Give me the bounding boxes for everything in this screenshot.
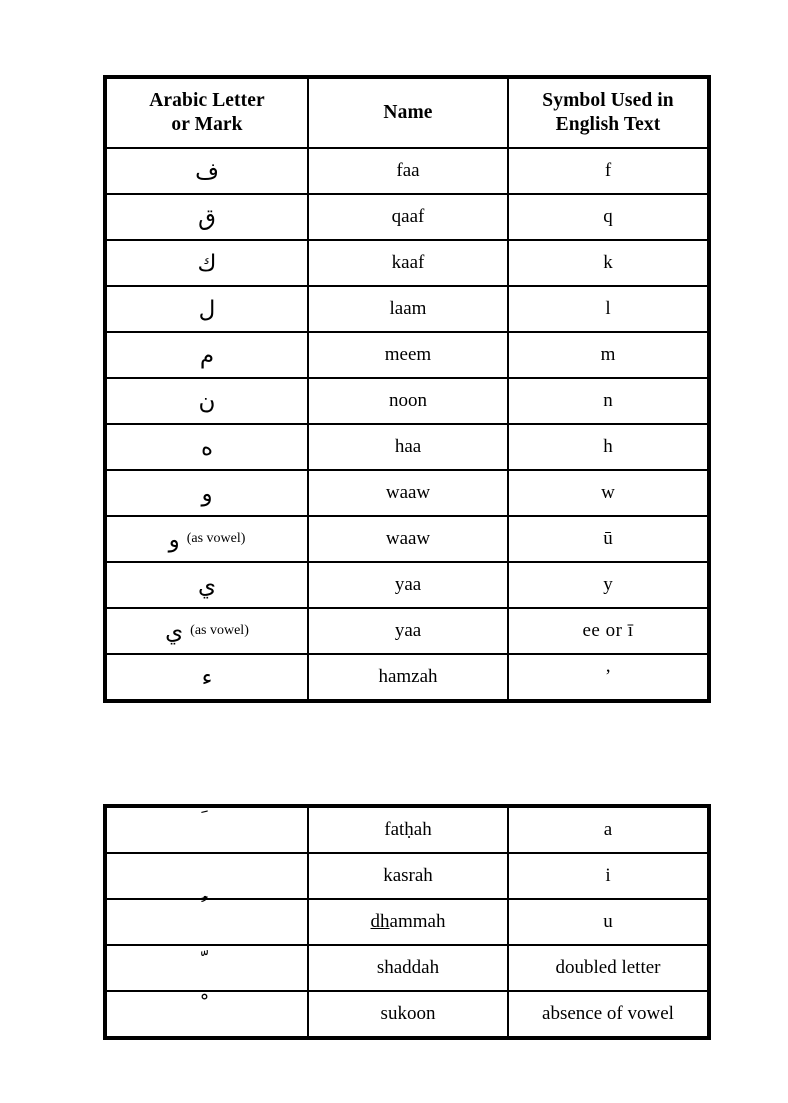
header-line-1: Arabic Letter <box>149 90 265 112</box>
table-row <box>106 194 708 240</box>
arabic-diacritic-glyph <box>99 898 299 920</box>
cell-arabic-mark <box>106 853 308 899</box>
arabic-diacritic-glyph <box>99 996 299 1018</box>
cell-name: kasrah <box>308 853 508 899</box>
cell-name: meem <box>308 332 508 378</box>
cell-name: noon <box>308 378 508 424</box>
cell-english-symbol: h <box>508 424 708 470</box>
cell-english-symbol: n <box>508 378 708 424</box>
arabic-glyph: ل <box>198 296 216 323</box>
arabic-diacritic-glyph <box>99 809 299 831</box>
cell-english-symbol: ’ <box>508 654 708 700</box>
arabic-glyph: ف <box>195 158 219 185</box>
cell-english-symbol: u <box>508 899 708 945</box>
cell-arabic-letter <box>106 240 308 286</box>
arabic-marks-table <box>105 806 709 1038</box>
cell-arabic-letter <box>106 470 308 516</box>
header-line-2: or Mark <box>171 114 243 135</box>
name-underlined-part: dh <box>370 911 390 932</box>
arabic-marks-body <box>106 807 708 1037</box>
cell-name: haa <box>308 424 508 470</box>
table-row <box>106 378 708 424</box>
cell-arabic-mark <box>106 991 308 1037</box>
name-rest-part: ammah <box>389 911 446 932</box>
cell-arabic-mark <box>106 807 308 853</box>
cell-english-symbol: a <box>508 807 708 853</box>
cell-name: sukoon <box>308 991 508 1037</box>
cell-name: qaaf <box>308 194 508 240</box>
table-row <box>106 424 708 470</box>
table-row <box>106 562 708 608</box>
table-row <box>106 654 708 700</box>
cell-english-symbol: w <box>508 470 708 516</box>
arabic-glyph-note: (as vowel) <box>186 531 246 546</box>
cell-arabic-letter <box>106 424 308 470</box>
arabic-glyph: ك <box>197 250 217 277</box>
cell-arabic-mark <box>106 899 308 945</box>
arabic-glyph: ي <box>165 618 184 645</box>
cell-english-symbol: y <box>508 562 708 608</box>
arabic-glyph: ه <box>200 434 214 461</box>
cell-name: shaddah <box>308 945 508 991</box>
table-row <box>106 240 708 286</box>
header-line-1: Symbol Used in <box>542 90 674 112</box>
cell-english-symbol: i <box>508 853 708 899</box>
cell-arabic-letter <box>106 562 308 608</box>
arabic-letters-body <box>106 148 708 700</box>
table-row <box>106 945 708 991</box>
table-row <box>106 332 708 378</box>
arabic-letters-table <box>105 77 709 701</box>
cell-arabic-letter <box>106 516 308 562</box>
arabic-glyph: ن <box>198 388 216 415</box>
cell-arabic-letter <box>106 654 308 700</box>
table-row <box>106 286 708 332</box>
cell-arabic-letter <box>106 194 308 240</box>
table-row <box>106 148 708 194</box>
table-row <box>106 991 708 1037</box>
arabic-glyph: ي <box>197 572 216 599</box>
cell-name: hamzah <box>308 654 508 700</box>
cell-arabic-letter <box>106 332 308 378</box>
table-row <box>106 516 708 562</box>
arabic-diacritic-glyph <box>99 952 299 974</box>
cell-english-symbol: k <box>508 240 708 286</box>
cell-name: yaa <box>308 608 508 654</box>
table-header-row <box>106 78 708 148</box>
table-row <box>106 853 708 899</box>
cell-arabic-letter <box>106 378 308 424</box>
header-line-2: English Text <box>555 114 661 135</box>
cell-english-symbol: ee or ī <box>508 608 708 654</box>
cell-english-symbol: q <box>508 194 708 240</box>
cell-english-symbol: ū <box>508 516 708 562</box>
arabic-glyph-note: (as vowel) <box>190 623 249 638</box>
cell-name: waaw <box>308 516 508 562</box>
cell-english-symbol: absence of vowel <box>508 991 708 1037</box>
cell-name: yaa <box>308 562 508 608</box>
cell-name <box>308 899 508 945</box>
table-row <box>106 608 708 654</box>
arabic-glyph: و <box>201 480 213 507</box>
header-name <box>308 78 508 148</box>
cell-name: kaaf <box>308 240 508 286</box>
cell-arabic-letter <box>106 148 308 194</box>
cell-english-symbol: m <box>508 332 708 378</box>
cell-english-symbol: l <box>508 286 708 332</box>
table-row <box>106 807 708 853</box>
cell-english-symbol: doubled letter <box>508 945 708 991</box>
arabic-glyph: ق <box>198 204 216 231</box>
cell-name: faa <box>308 148 508 194</box>
cell-name: waaw <box>308 470 508 516</box>
arabic-glyph: و <box>168 526 180 553</box>
arabic-glyph: ء <box>201 664 213 691</box>
header-name-label: Name <box>383 102 433 124</box>
arabic-glyph: م <box>199 342 215 369</box>
cell-arabic-letter <box>106 286 308 332</box>
cell-arabic-letter <box>106 608 308 654</box>
header-symbol-used-in-english-text <box>508 78 708 148</box>
cell-name: fatḥah <box>308 807 508 853</box>
cell-arabic-mark <box>106 945 308 991</box>
header-arabic-letter-or-mark <box>106 78 308 148</box>
cell-name: laam <box>308 286 508 332</box>
cell-english-symbol: f <box>508 148 708 194</box>
table-row <box>106 899 708 945</box>
table-row <box>106 470 708 516</box>
